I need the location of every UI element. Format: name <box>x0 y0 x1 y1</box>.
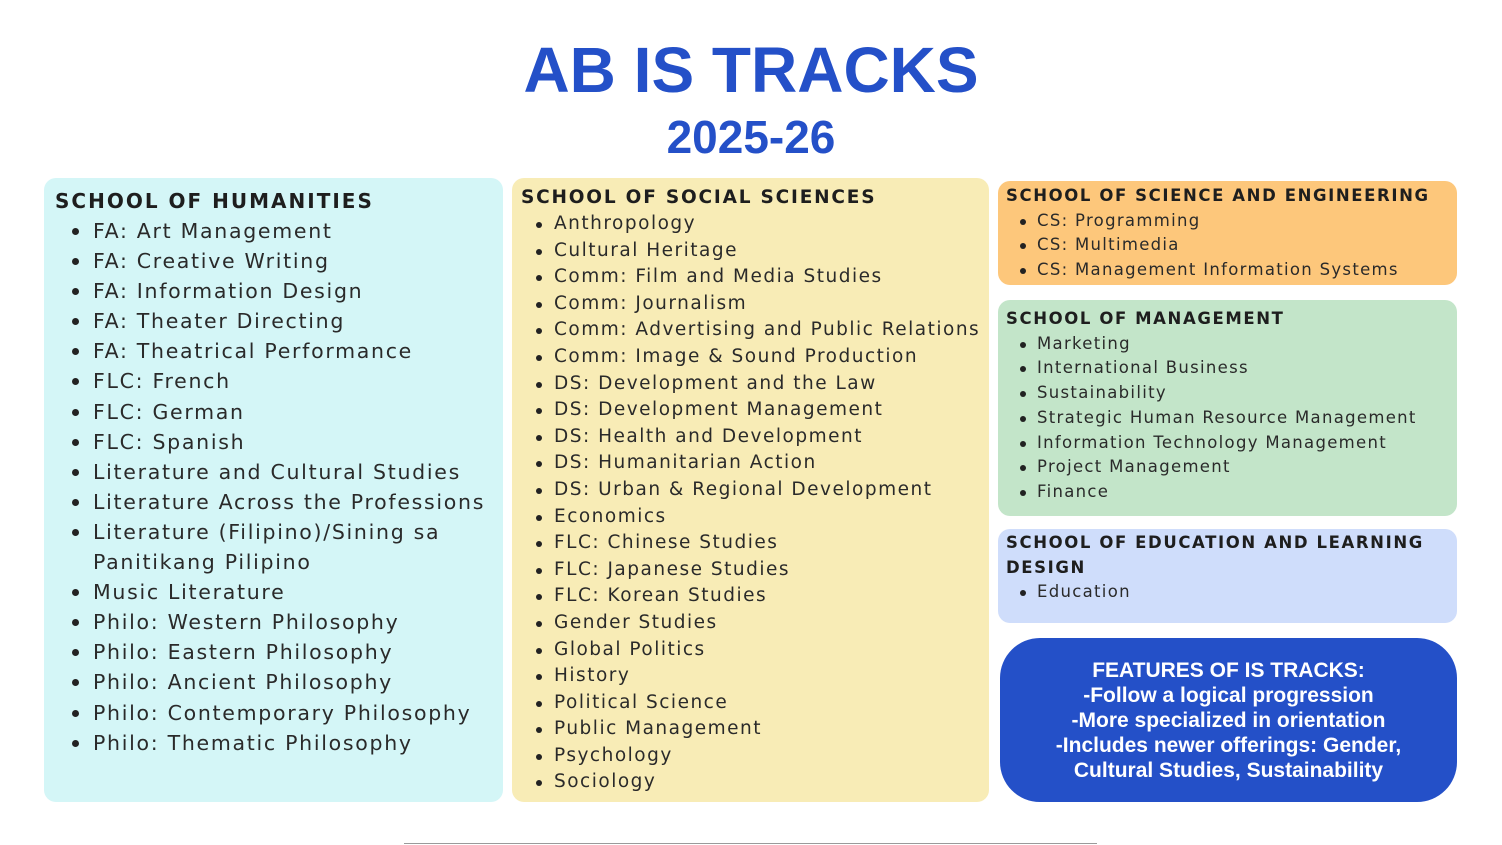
list-item: FA: Theater Directing <box>55 306 493 336</box>
list-item: Philo: Western Philosophy <box>55 607 493 637</box>
science-engineering-heading: SCHOOL OF SCIENCE AND ENGINEERING <box>1006 186 1430 205</box>
humanities-panel <box>44 178 503 802</box>
list-item: Music Literature <box>55 577 493 607</box>
humanities-heading: SCHOOL OF HUMANITIES <box>55 189 374 213</box>
list-item: Comm: Image & Sound Production <box>521 344 981 371</box>
management-heading: SCHOOL OF MANAGEMENT <box>1006 309 1285 328</box>
list-item: Sociology <box>521 769 981 796</box>
list-item: FLC: Japanese Studies <box>521 557 981 584</box>
list-item: Political Science <box>521 690 981 717</box>
humanities-list <box>55 216 493 758</box>
features-line: -More specialized in orientation <box>1071 708 1386 732</box>
list-item: DS: Development and the Law <box>521 371 981 398</box>
list-item: FLC: Chinese Studies <box>521 530 981 557</box>
social-sciences-panel <box>512 178 989 802</box>
features-callout <box>1000 638 1457 802</box>
list-item: DS: Health and Development <box>521 424 981 451</box>
page-subtitle: 2025-26 <box>666 111 836 163</box>
list-item: FLC: Korean Studies <box>521 583 981 610</box>
list-item: FA: Art Management <box>55 216 493 246</box>
list-item: Philo: Ancient Philosophy <box>55 667 493 697</box>
list-item: Economics <box>521 504 981 531</box>
list-item: Comm: Film and Media Studies <box>521 264 981 291</box>
education-list <box>1006 580 1451 605</box>
list-item: History <box>521 663 981 690</box>
list-item: Psychology <box>521 743 981 770</box>
list-item: DS: Humanitarian Action <box>521 450 981 477</box>
list-item: DS: Development Management <box>521 397 981 424</box>
bottom-divider <box>404 843 1097 844</box>
list-item: CS: Management Information Systems <box>1006 258 1451 283</box>
features-line: -Follow a logical progression <box>1083 683 1374 707</box>
education-heading: SCHOOL OF EDUCATION AND LEARNING DESIGN <box>1006 533 1424 577</box>
science-engineering-panel <box>998 181 1457 285</box>
features-line: -Includes newer offerings: Gender, Cultural Studies, Sustainability <box>1055 733 1402 782</box>
list-item: Philo: Eastern Philosophy <box>55 637 493 667</box>
list-item: Anthropology <box>521 211 981 238</box>
list-item: FLC: German <box>55 397 493 427</box>
page-title: AB IS TRACKS <box>523 34 979 106</box>
list-item: CS: Multimedia <box>1006 233 1451 258</box>
list-item: Philo: Contemporary Philosophy <box>55 698 493 728</box>
list-item: Comm: Advertising and Public Relations <box>521 317 981 344</box>
list-item: Literature (Filipino)/Sining sa Panitikang Pilipino <box>55 517 493 577</box>
list-item: Education <box>1006 580 1451 605</box>
list-item: CS: Programming <box>1006 209 1451 234</box>
management-panel <box>998 300 1457 516</box>
list-item: FA: Information Design <box>55 276 493 306</box>
list-item: Strategic Human Resource Management <box>1006 406 1451 431</box>
list-item: DS: Urban & Regional Development <box>521 477 981 504</box>
list-item: Public Management <box>521 716 981 743</box>
list-item: Literature Across the Professions <box>55 487 493 517</box>
list-item: FA: Creative Writing <box>55 246 493 276</box>
list-item: Global Politics <box>521 637 981 664</box>
science-engineering-list <box>1006 209 1451 283</box>
social-sciences-list <box>521 211 981 796</box>
list-item: Sustainability <box>1006 381 1451 406</box>
list-item: Literature and Cultural Studies <box>55 457 493 487</box>
list-item: Cultural Heritage <box>521 238 981 265</box>
social-sciences-heading: SCHOOL OF SOCIAL SCIENCES <box>521 187 877 208</box>
list-item: Marketing <box>1006 332 1451 357</box>
list-item: Gender Studies <box>521 610 981 637</box>
list-item: Philo: Thematic Philosophy <box>55 728 493 758</box>
list-item: FLC: Spanish <box>55 427 493 457</box>
list-item: FA: Theatrical Performance <box>55 336 493 366</box>
list-item: Information Technology Management <box>1006 431 1451 456</box>
list-item: FLC: French <box>55 366 493 396</box>
list-item: Project Management <box>1006 455 1451 480</box>
list-item: Comm: Journalism <box>521 291 981 318</box>
list-item: Finance <box>1006 480 1451 505</box>
education-panel <box>998 529 1457 623</box>
features-heading: FEATURES OF IS TRACKS: <box>1092 658 1365 682</box>
management-list <box>1006 332 1451 506</box>
list-item: International Business <box>1006 356 1451 381</box>
